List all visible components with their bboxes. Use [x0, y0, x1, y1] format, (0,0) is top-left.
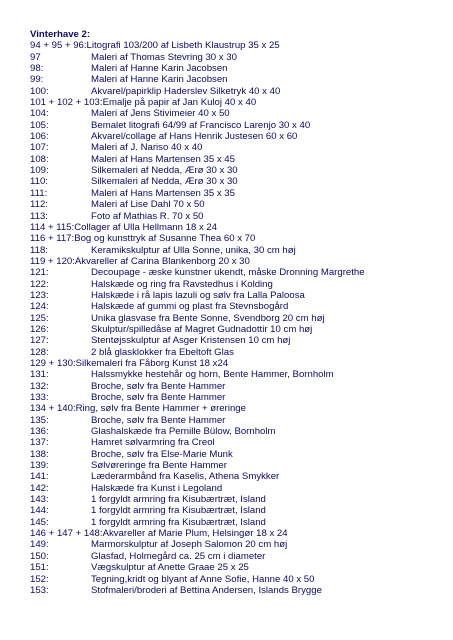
list-item: [30, 142, 450, 153]
item-number: 124:: [30, 301, 49, 313]
item-description: Halskæde i rå lapis lazuli og sølv fra Lalla Paloosa: [91, 289, 305, 301]
item-number: 109:: [30, 165, 49, 177]
item-description: Marmorskulptur af Joseph Salomon 20 cm høj: [91, 539, 288, 551]
list-item: [30, 256, 450, 267]
item-description: Litografi 103/200 af Lisbeth Klaustrup 35 x 25: [86, 40, 280, 52]
list-item: [30, 539, 450, 550]
item-number: 138:: [30, 448, 49, 460]
item-description: Maleri af Jens Stivimeier 40 x 50: [91, 108, 230, 120]
item-description: Akvareller af Carina Blankenborg 20 x 30: [74, 255, 250, 267]
item-description: Læderarmbånd fra Kaselis, Athena Smykker: [91, 471, 280, 483]
item-description: Collager af Ulla Hellmann 18 x 24: [74, 221, 218, 233]
list-item: [30, 86, 450, 97]
item-number: 110:: [30, 176, 48, 188]
item-description: Silkemaleri af Nedda, Ærø 30 x 30: [91, 165, 238, 177]
item-number: 153:: [30, 584, 49, 596]
list-item: [30, 483, 450, 494]
item-number: 94 + 95 + 96:: [30, 40, 87, 52]
item-number: 152:: [30, 573, 49, 585]
list-item: [30, 574, 450, 585]
item-number: 146 + 147 + 148:: [30, 528, 103, 540]
item-description: Akvarel/collage af Hans Henrik Justesen 60 x 60: [91, 131, 298, 143]
item-number: 113:: [30, 210, 48, 222]
item-number: 127:: [30, 335, 49, 347]
item-number: 108:: [30, 153, 49, 165]
list-item: [30, 460, 450, 471]
item-description: 1 forgyldt armring fra Kisubærtræt, Island: [91, 494, 266, 506]
item-description: Maleri af Thomas Stevring 30 x 30: [91, 51, 237, 63]
item-description: 1 forgyldt armring fra Kisubærtræt, Island: [91, 516, 266, 528]
item-description: Stofmaleri/broderi af Bettina Andersen, Islands Brygge: [91, 584, 322, 596]
item-description: Bemalet litografi 64/99 af Francisco Larenjo 30 x 40: [91, 119, 311, 131]
item-description: Vægskulptur af Anette Graae 25 x 25: [91, 562, 249, 574]
item-description: 2 blå glasklokker fra Ebeltoft Glas: [91, 346, 234, 358]
item-description: Hamret sølvarmring fra Creol: [91, 437, 215, 449]
item-number: 133:: [30, 392, 49, 403]
list-item: [30, 233, 450, 244]
item-number: 107:: [30, 142, 49, 154]
list-item: [30, 97, 450, 108]
item-number: 129 + 130:: [30, 357, 76, 369]
list-item: [30, 347, 450, 358]
item-number: 116 + 117:: [30, 233, 75, 245]
list-item: [30, 245, 450, 256]
list-item: [30, 324, 450, 335]
item-description: Broche, sølv fra Else-Marie Munk: [91, 448, 233, 460]
list-item: [30, 415, 450, 426]
item-number: 149:: [30, 539, 49, 551]
item-number: 114 + 115:: [30, 221, 75, 233]
item-number: 125:: [30, 312, 49, 324]
list-item: [30, 449, 450, 460]
item-number: 143:: [30, 494, 49, 506]
item-number: 119 + 120:: [30, 255, 75, 267]
list-item: [30, 551, 450, 562]
item-number: 97: [30, 51, 41, 63]
item-description: Bog og kunsttryk af Susanne Thea 60 x 70: [74, 233, 256, 245]
list-item: [30, 369, 450, 380]
item-number: 139:: [30, 460, 49, 472]
item-description: Akvarel/papirklip Haderslev Silketryk 40 x 40: [91, 85, 281, 97]
item-number: 104:: [30, 108, 49, 120]
item-number: 106:: [30, 131, 49, 143]
item-description: Halssmykke hestehår og horn, Bente Hammer, Bornholm: [91, 369, 334, 381]
list-item: [30, 211, 450, 222]
item-description: Emalje på papir af Jan Kuloj 40 x 40: [102, 97, 257, 109]
item-number: 123:: [30, 289, 49, 301]
item-number: 128:: [30, 346, 49, 358]
list-item: [30, 222, 450, 233]
item-list: [30, 40, 450, 596]
list-item: [30, 108, 450, 119]
list-item: [30, 52, 450, 63]
item-number: 101 + 102 + 103:: [30, 97, 103, 109]
list-item: [30, 267, 450, 278]
item-number: 98:: [30, 63, 44, 75]
item-number: 132:: [30, 380, 49, 392]
list-item: [30, 131, 450, 142]
item-number: 100:: [30, 85, 49, 97]
item-description: Silkemaleri af Nedda, Ærø 30 x 30: [91, 176, 238, 188]
list-item: [30, 437, 450, 448]
item-description: Maleri af Hanne Karin Jacobsen: [91, 74, 228, 86]
item-number: 99:: [30, 74, 44, 86]
list-item: [30, 176, 450, 187]
list-item: [30, 426, 450, 437]
list-item: [30, 165, 450, 176]
list-item: [30, 74, 450, 85]
item-number: 118:: [30, 244, 48, 256]
list-item: [30, 381, 450, 392]
document-page: [30, 29, 450, 596]
list-item: [30, 63, 450, 74]
item-number: 144:: [30, 505, 49, 517]
item-number: 121:: [30, 267, 49, 279]
item-description: Halskæde fra Kunst i Legoland: [91, 482, 223, 494]
item-number: 141:: [30, 471, 49, 483]
item-number: 150:: [30, 550, 49, 562]
item-number: 112:: [30, 199, 48, 211]
list-item: [30, 494, 450, 505]
item-number: 134 + 140:: [30, 403, 76, 415]
list-item: [30, 585, 450, 596]
item-number: 131:: [30, 369, 49, 381]
list-item: [30, 562, 450, 573]
item-description: Halskæde og ring fra Ravstedhus i Kolding: [91, 278, 273, 290]
item-number: 136:: [30, 426, 49, 438]
item-number: 111:: [30, 187, 48, 199]
list-item: [30, 517, 450, 528]
item-number: 145:: [30, 516, 49, 528]
item-description: Broche, sølv fra Bente Hammer: [91, 414, 226, 426]
item-description: Foto af Mathias R. 70 x 50: [91, 210, 204, 222]
list-item: [30, 392, 450, 403]
list-item: [30, 358, 450, 369]
item-description: Stentøjsskulptur af Asger Kristensen 10 cm høj: [91, 335, 291, 347]
item-description: Broche, sølv fra Bente Hammer: [91, 380, 226, 392]
item-description: Halskæde af gummi og plast fra Stevnsbogård: [91, 301, 289, 313]
item-description: Maleri af Hans Martensen 35 x 35: [91, 187, 235, 199]
item-number: 142:: [30, 482, 49, 494]
item-number: 151:: [30, 562, 49, 574]
list-item: [30, 154, 450, 165]
item-description: Decoupage - æske kunstner ukendt, måske Dronning Margrethe: [91, 267, 365, 279]
list-item: [30, 403, 450, 414]
list-item: [30, 279, 450, 290]
item-description: Sølvøreringe fra Bente Hammer: [91, 460, 227, 472]
item-description: Silkemaleri fra Fåborg Kunst 18 x24: [75, 357, 229, 369]
item-description: Glashalskæde fra Pernille Bülow, Bornholm: [91, 426, 276, 438]
list-item: [30, 188, 450, 199]
item-description: 1 forgyldt armring fra Kisubærtræt, Island: [91, 505, 266, 517]
item-description: Skulptur/spilledåse af Magret Gudnadottir 10 cm høj: [91, 323, 313, 335]
item-description: Maleri af Hanne Karin Jacobsen: [91, 63, 228, 75]
item-description: Glasfad, Holmegård ca. 25 cm i diameter: [91, 550, 266, 562]
item-number: 105:: [30, 119, 49, 131]
list-item: [30, 199, 450, 210]
page-title: Vinterhave 2:: [30, 29, 91, 40]
list-item: [30, 471, 450, 482]
item-description: Maleri af J. Nariso 40 x 40: [91, 142, 203, 154]
list-item: [30, 120, 450, 131]
item-number: 137:: [30, 437, 49, 449]
item-description: Akvareller af Marie Plum, Helsingør 18 x 24: [102, 528, 288, 540]
list-item: [30, 528, 450, 539]
item-description: Maleri af Lise Dahl 70 x 50: [91, 199, 205, 211]
item-description: Unika glasvase fra Bente Sonne, Svendborg 20 cm høj: [91, 312, 325, 324]
list-item: [30, 301, 450, 312]
item-description: Ring, sølv fra Bente Hammer + øreringe: [75, 403, 246, 415]
item-number: 135:: [30, 414, 49, 426]
list-item: [30, 313, 450, 324]
item-number: 122:: [30, 278, 49, 290]
list-item: [30, 40, 450, 51]
list-item: [30, 505, 450, 516]
list-item: [30, 335, 450, 346]
item-description: Keramikskulptur af Ulla Sonne, unika, 30 cm høj: [91, 244, 296, 256]
item-description: Tegning,kridt og blyant af Anne Sofie, Hanne 40 x 50: [91, 573, 315, 585]
item-description: Broche, sølv fra Bente Hammer: [91, 392, 226, 403]
item-description: Maleri af Hans Martensen 35 x 45: [91, 153, 235, 165]
item-number: 126:: [30, 323, 49, 335]
list-item: [30, 290, 450, 301]
